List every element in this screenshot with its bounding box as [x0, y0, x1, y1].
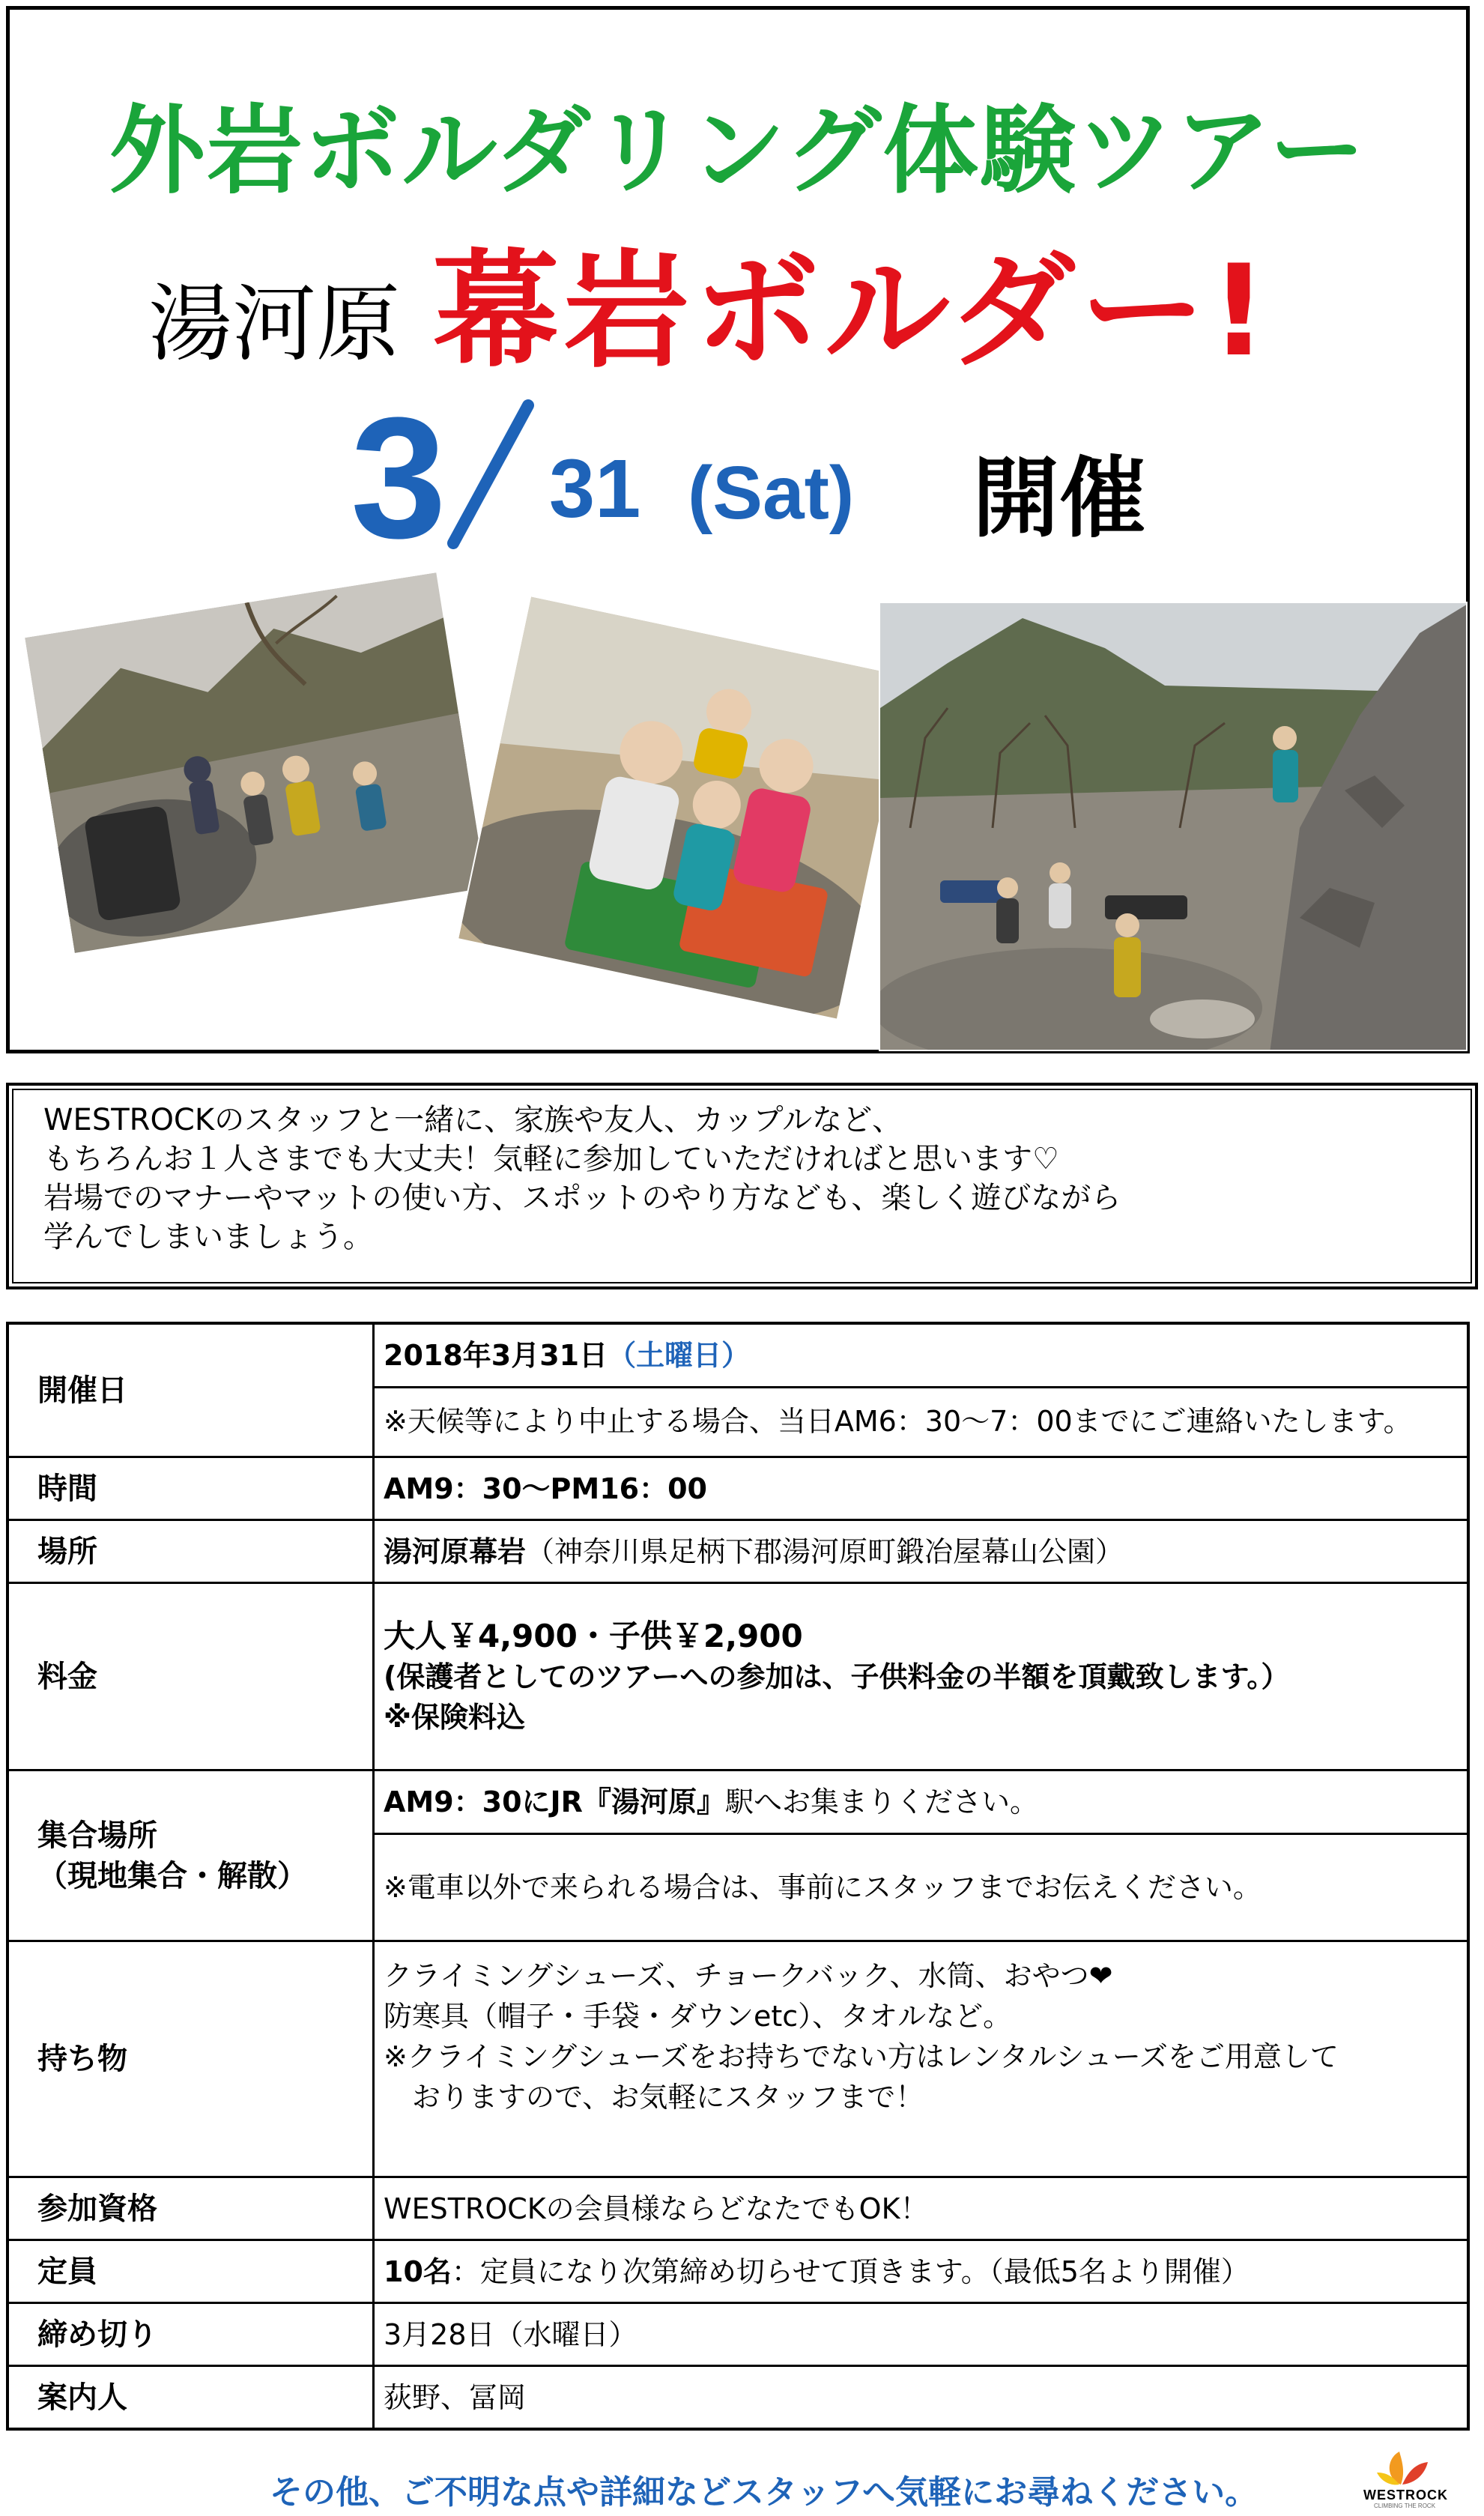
row-place [9, 1519, 1467, 1582]
capacity-value [375, 2241, 1467, 2302]
meeting-note: ※電車以外で来られる場合は、事前にスタッフまでお伝えください。 [375, 1833, 1467, 1940]
date-main: 2018年3月31日 [384, 1339, 608, 1372]
location-title: 湯河原 [148, 276, 400, 373]
meeting-station: 『湯河原』 [582, 1785, 725, 1818]
items-value [375, 1942, 1467, 2176]
items-line: おりますので、お気軽にスタッフまで！ [384, 2081, 924, 2114]
logo-wordmark: WESTROCK [1363, 2488, 1448, 2503]
place-detail: （神奈川県足柄下郡湯河原町鍛冶屋幕山公園） [526, 1534, 1124, 1568]
place-main: 湯河原幕岩 [384, 1534, 527, 1568]
row-time [9, 1456, 1467, 1519]
intro-line: WESTROCKのスタッフと一緒に、家族や友人、カップルなど、 [43, 1103, 903, 1137]
intro-line: もちろんお１人さまでも大丈夫！気軽に参加していただければと思います♡ [43, 1142, 1059, 1176]
fee-guardian-note: (保護者としてのツアーへの参加は、子供料金の半額を頂戴致します。） [384, 1660, 1290, 1693]
label-eligibility: 参加資格 [9, 2178, 375, 2239]
items-line: ※クライミングシューズをお持ちでない方はレンタルシューズをご用意して [384, 2040, 1339, 2073]
fee-insurance-note: ※保険料込 [384, 1700, 525, 1734]
label-place: 場所 [9, 1521, 375, 1582]
time-value: AM9：30〜PM16：00 [384, 1472, 707, 1505]
date-slash-mark [438, 399, 543, 549]
place-value [375, 1521, 1467, 1582]
intro-panel [6, 1083, 1478, 1289]
eligibility-value: WESTROCKの会員様ならどなたでもOK！ [384, 2192, 929, 2225]
row-capacity [9, 2239, 1467, 2302]
row-deadline [9, 2302, 1467, 2365]
row-meeting [9, 1769, 1467, 1940]
event-weekday: (Sat) [688, 451, 855, 535]
logo-tagline: CLIMBING THE ROCK [1373, 2503, 1436, 2509]
label-guide: 案内人 [9, 2367, 375, 2428]
boulder-name: 幕岩ボルダー! [433, 238, 1272, 384]
event-held-label: 開催 [972, 448, 1146, 549]
deadline-value: 3月28日（水曜日） [384, 2317, 637, 2351]
westrock-logo-icon [1363, 2449, 1446, 2509]
label-items: 持ち物 [9, 1942, 375, 2176]
header-panel [6, 6, 1470, 1053]
photo-selfie-group [457, 595, 911, 1020]
intro-text-block [12, 1089, 1472, 1283]
meeting-value: AM9：30にJR『湯河原』駅へお集まりください。 [384, 1785, 1038, 1818]
row-eligibility [9, 2176, 1467, 2239]
tour-title: 外岩ボルダリング体験ツアー [109, 95, 1367, 207]
event-month: 3 [351, 381, 446, 574]
intro-line: 岩場でのマナーやマットの使い方、スポットのやり方なども、楽しく遊びながら [43, 1181, 1121, 1215]
label-capacity: 定員 [9, 2241, 375, 2302]
items-line: クライミングシューズ、チョークバック、水筒、おやつ❤ [384, 1959, 1113, 1992]
details-table [6, 1322, 1470, 2431]
label-date: 開催日 [9, 1325, 375, 1456]
row-items [9, 1940, 1467, 2176]
date-note: ※天候等により中止する場合、当日AM6：30〜7：00までにご連絡いたします。 [375, 1386, 1467, 1454]
label-meeting: 集合場所 （現地集合・解散） [9, 1771, 375, 1940]
date-value [375, 1325, 1467, 1386]
footer-message: その他、ご不明な点や詳細などスタッフへ気軽にお尋ねください。 [270, 2473, 1259, 2512]
label-time: 時間 [9, 1458, 375, 1519]
photo-climbing-wall [879, 602, 1468, 1051]
row-guide [9, 2365, 1467, 2428]
fee-prices: 大人￥4,900・子供￥2,900 [384, 1617, 803, 1654]
logo-mark [1363, 2449, 1446, 2488]
guide-value: 荻野、冨岡 [384, 2380, 527, 2414]
intro-line: 学んでしまいましょう。 [43, 1220, 373, 1254]
date-weekday: （土曜日） [608, 1339, 751, 1372]
capacity-detail: ：定員になり次第締め切らせて頂きます。（最低5名より開催） [451, 2255, 1250, 2288]
row-date [9, 1325, 1467, 1456]
items-line: 防寒具（帽子・手袋・ダウンetc）、タオルなど。 [384, 2000, 1012, 2033]
row-fee [9, 1582, 1467, 1769]
photo-group-boulder [23, 571, 488, 955]
label-deadline: 締め切り [9, 2304, 375, 2365]
event-day: 31 [549, 443, 641, 535]
label-fee: 料金 [9, 1584, 375, 1769]
capacity-main: 10名 [384, 2255, 452, 2288]
fee-value [375, 1584, 1467, 1769]
